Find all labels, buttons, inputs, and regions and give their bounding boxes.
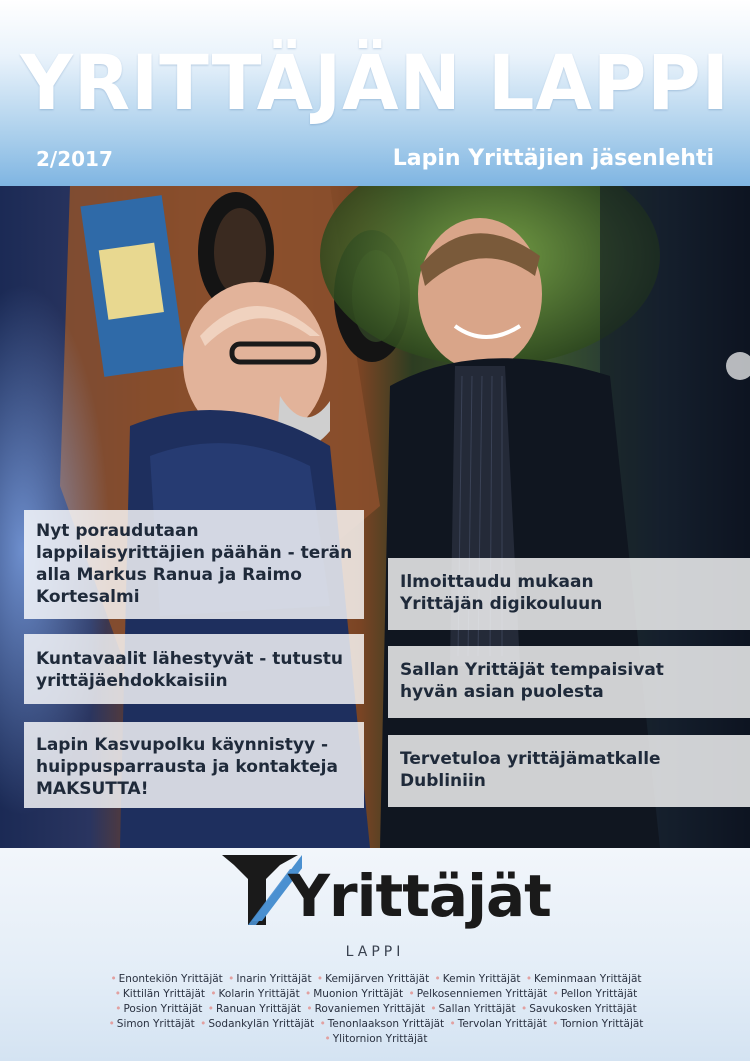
headline-6: Tervetuloa yrittäjämatkalle Dubliniin bbox=[400, 749, 661, 791]
member-association: Enontekiön Yrittäjät bbox=[118, 973, 223, 985]
bullet-icon: • bbox=[525, 973, 533, 985]
logo-wordmark: Yrittäjät bbox=[288, 862, 551, 930]
bullet-icon: • bbox=[110, 973, 117, 985]
headline-4: Ilmoittaudu mukaan Yrittäjän digikouluun bbox=[400, 572, 603, 614]
member-association: Rovaniemen Yrittäjät bbox=[314, 1003, 425, 1015]
logo-region: LAPPI bbox=[345, 944, 405, 960]
masthead-banner bbox=[0, 0, 750, 186]
member-association: Kittilän Yrittäjät bbox=[122, 988, 205, 1000]
bullet-icon: • bbox=[434, 973, 441, 985]
bullet-icon: • bbox=[319, 1018, 326, 1030]
bullet-icon: • bbox=[552, 988, 559, 1000]
headline-box-5[interactable] bbox=[388, 646, 750, 718]
member-association: Tornion Yrittäjät bbox=[560, 1018, 644, 1030]
bullet-icon: • bbox=[200, 1018, 207, 1030]
member-association: Ranuan Yrittäjät bbox=[215, 1003, 302, 1015]
member-association: Tervolan Yrittäjät bbox=[457, 1018, 547, 1030]
bullet-icon: • bbox=[521, 1003, 528, 1015]
bullet-icon: • bbox=[207, 1003, 214, 1015]
headline-box-6[interactable] bbox=[388, 735, 750, 807]
headline-1: Nyt poraudutaan lappilaisyrittäjien päähän - terän alla Markus Ranua ja Raimo Kortesalmi bbox=[36, 521, 353, 607]
member-association: Tenonlaakson Yrittäjät bbox=[327, 1018, 445, 1030]
tagline: Lapin Yrittäjien jäsenlehti bbox=[392, 146, 714, 171]
headline-box-2[interactable] bbox=[24, 634, 364, 704]
member-association: Simon Yrittäjät bbox=[116, 1018, 195, 1030]
member-association: Pellon Yrittäjät bbox=[560, 988, 638, 1000]
member-association: Kemijärven Yrittäjät bbox=[325, 973, 430, 985]
member-association: Kemin Yrittäjät bbox=[442, 973, 521, 985]
bullet-icon: • bbox=[449, 1018, 456, 1030]
member-association: Pelkosenniemen Yrittäjät bbox=[416, 988, 548, 1000]
headline-box-3[interactable] bbox=[24, 722, 364, 808]
headline-2: Kuntavaalit lähestyvät - tutustu yrittäjäehdokkaisiin bbox=[36, 649, 344, 691]
member-association: Posion Yrittäjät bbox=[123, 1003, 203, 1015]
bullet-icon: • bbox=[552, 1018, 559, 1030]
bullet-icon: • bbox=[228, 973, 235, 985]
bullet-icon: • bbox=[305, 988, 312, 1000]
member-association: Sallan Yrittäjät bbox=[438, 1003, 516, 1015]
bullet-icon: • bbox=[210, 988, 217, 1000]
bullet-icon: • bbox=[115, 1003, 122, 1015]
member-associations-list bbox=[70, 972, 680, 1047]
bullet-icon: • bbox=[430, 1003, 437, 1015]
bullet-icon: • bbox=[324, 1033, 331, 1045]
magazine-title: YRITTÄJÄN LAPPI bbox=[20, 38, 730, 127]
bullet-icon: • bbox=[108, 1018, 115, 1030]
issue-number: 2/2017 bbox=[36, 147, 113, 171]
member-association: Keminmaan Yrittäjät bbox=[534, 973, 642, 985]
bullet-icon: • bbox=[114, 988, 121, 1000]
headline-3: Lapin Kasvupolku käynnistyy - huippusparrausta ja kontakteja MAKSUTTA! bbox=[36, 735, 338, 799]
member-association: Savukosken Yrittäjät bbox=[529, 1003, 637, 1015]
bullet-icon: • bbox=[408, 988, 415, 1000]
headline-5: Sallan Yrittäjät tempaisivat hyvän asian puolesta bbox=[400, 660, 664, 702]
member-association: Kolarin Yrittäjät bbox=[218, 988, 300, 1000]
member-association: Ylitornion Yrittäjät bbox=[332, 1033, 428, 1045]
bullet-icon: • bbox=[306, 1003, 313, 1015]
headline-box-1[interactable] bbox=[24, 510, 364, 619]
bullet-icon: • bbox=[316, 973, 324, 985]
headline-box-4[interactable] bbox=[388, 558, 750, 630]
member-association: Muonion Yrittäjät bbox=[313, 988, 404, 1000]
member-association: Sodankylän Yrittäjät bbox=[208, 1018, 315, 1030]
member-association: Inarin Yrittäjät bbox=[236, 973, 312, 985]
